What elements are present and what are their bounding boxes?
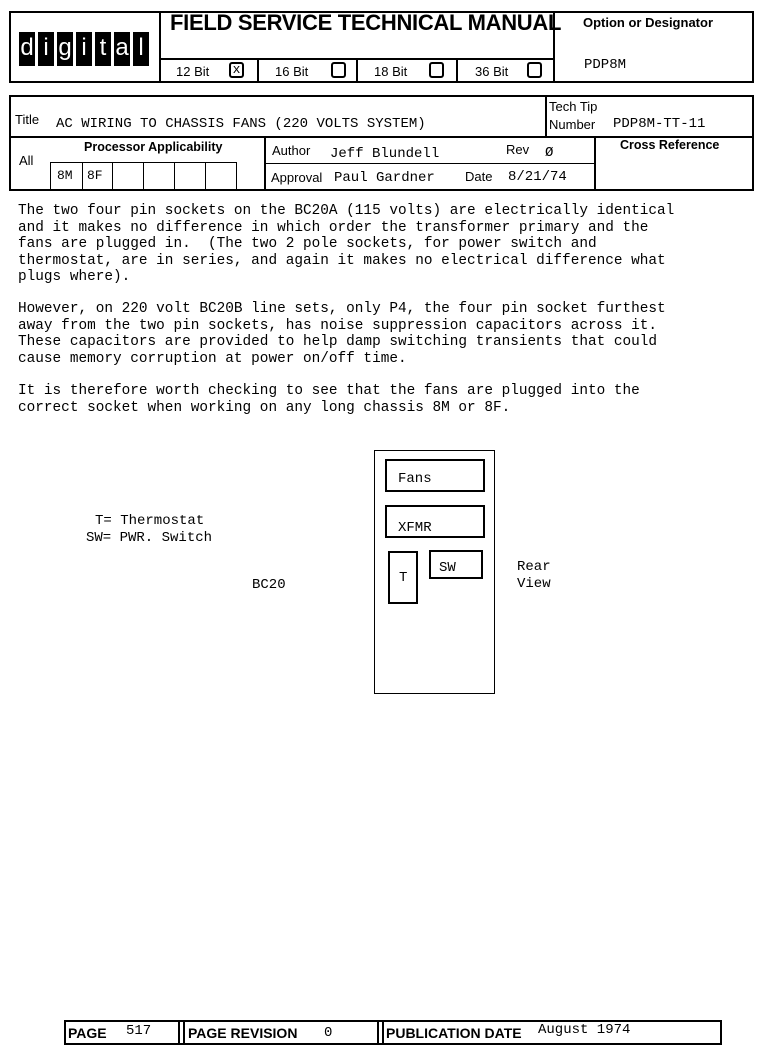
all-label: All bbox=[19, 153, 34, 168]
page-revision-label: PAGE REVISION bbox=[188, 1025, 298, 1041]
approval-value: Paul Gardner bbox=[334, 170, 435, 186]
bit-label-36: 36 Bit bbox=[475, 64, 509, 79]
checkbox-18-bit[interactable] bbox=[429, 62, 444, 78]
text-line: fans are plugged in. (The two 2 pole sockets, for power switch and bbox=[18, 236, 597, 252]
processor-cell-divider bbox=[82, 162, 83, 191]
rev-value: Ø bbox=[545, 145, 554, 161]
techtip-label: Tech Tip bbox=[549, 99, 598, 114]
number-value: PDP8M-TT-11 bbox=[613, 116, 706, 132]
thermostat-label: T bbox=[399, 570, 408, 586]
cross-reference-label: Cross Reference bbox=[620, 138, 720, 152]
checkbox-12-bit[interactable]: x bbox=[229, 62, 244, 78]
text-line: These capacitors are provided to help damp switching transients that could bbox=[18, 334, 658, 350]
rear-label: Rear bbox=[517, 559, 551, 575]
author-value: Jeff Blundell bbox=[330, 146, 440, 162]
unit-label: BC20 bbox=[252, 577, 286, 593]
processor-cell-divider bbox=[205, 162, 206, 191]
footer-divider-1b bbox=[183, 1020, 185, 1045]
text-line: plugs where). bbox=[18, 269, 131, 285]
processor-label: Processor Applicability bbox=[84, 140, 223, 154]
option-label: Option or Designator bbox=[583, 15, 713, 30]
logo-letter: t bbox=[95, 32, 111, 66]
processor-cell-divider bbox=[112, 162, 113, 191]
page-label: PAGE bbox=[68, 1025, 107, 1041]
switch-label: SW bbox=[439, 560, 456, 576]
author-label: Author bbox=[272, 143, 311, 158]
approval-label: Approval bbox=[271, 170, 323, 185]
bit-divider-3 bbox=[456, 58, 458, 83]
digital-logo bbox=[19, 32, 149, 66]
date-value: 8/21/74 bbox=[508, 169, 567, 185]
bit-divider-2 bbox=[356, 58, 358, 83]
number-label: Number bbox=[549, 117, 596, 132]
processor-cell-divider bbox=[236, 162, 237, 191]
logo-letter: g bbox=[57, 32, 73, 66]
title-value: AC WIRING TO CHASSIS FANS (220 VOLTS SYSTEM) bbox=[56, 116, 426, 132]
manual-title: FIELD SERVICE TECHNICAL MANUAL bbox=[170, 10, 562, 35]
text-line: However, on 220 volt BC20B line sets, only P4, the four pin socket furthest bbox=[18, 301, 666, 317]
logo-letter: i bbox=[38, 32, 54, 66]
bit-label-16: 16 Bit bbox=[275, 64, 309, 79]
logo-letter: d bbox=[19, 32, 35, 66]
option-value: PDP8M bbox=[584, 57, 627, 73]
text-line: It is therefore worth checking to see that the fans are plugged into the bbox=[18, 383, 640, 399]
xfmr-label: XFMR bbox=[398, 520, 432, 536]
logo-letter: l bbox=[133, 32, 149, 66]
fans-label: Fans bbox=[398, 471, 432, 487]
rev-label: Rev bbox=[506, 142, 530, 157]
date-label: Date bbox=[465, 169, 493, 184]
footer-divider-1a bbox=[178, 1020, 180, 1045]
processor-8f: 8F bbox=[87, 168, 103, 183]
text-line: and it makes no difference in which order the transformer primary and the bbox=[18, 219, 649, 236]
text-line: The two four pin sockets on the BC20A (115 volts) are electrically identical bbox=[18, 203, 675, 219]
bit-label-12: 12 Bit bbox=[176, 64, 210, 79]
switch-box bbox=[429, 550, 483, 579]
page-value: 517 bbox=[126, 1023, 152, 1039]
paragraph-1 bbox=[18, 203, 762, 286]
processor-cell-divider bbox=[143, 162, 144, 191]
author-row-bottom bbox=[264, 163, 595, 164]
bit-divider-1 bbox=[257, 58, 259, 83]
footer-divider-2a bbox=[377, 1020, 379, 1045]
view-label: View bbox=[517, 576, 551, 592]
text-line: away from the two pin sockets, has noise suppression capacitors across it. bbox=[18, 317, 658, 334]
paragraph-2 bbox=[18, 301, 762, 367]
processor-cell-divider bbox=[174, 162, 175, 191]
bit-label-18: 18 Bit bbox=[374, 64, 408, 79]
title-label: Title bbox=[15, 112, 40, 127]
legend-thermostat: T= Thermostat bbox=[95, 513, 205, 529]
text-line: cause memory corruption at power on/off time. bbox=[18, 350, 407, 367]
processor-cell-divider bbox=[50, 162, 51, 191]
logo-letter: a bbox=[114, 32, 130, 66]
publication-date-label: PUBLICATION DATE bbox=[386, 1025, 522, 1041]
checkbox-16-bit[interactable] bbox=[331, 62, 346, 78]
text-line: thermostat, are in series, and again it makes no electrical difference what bbox=[18, 252, 666, 269]
publication-date-value: August 1974 bbox=[538, 1022, 631, 1038]
title-divider bbox=[545, 95, 547, 137]
legend-power-switch: SW= PWR. Switch bbox=[86, 530, 213, 546]
page-revision-value: 0 bbox=[324, 1025, 333, 1041]
footer-divider-2b bbox=[382, 1020, 384, 1045]
checkbox-36-bit[interactable] bbox=[527, 62, 542, 78]
text-line: correct socket when working on any long chassis 8M or 8F. bbox=[18, 399, 511, 416]
processor-8m: 8M bbox=[57, 168, 73, 183]
header-divider-left bbox=[159, 11, 161, 83]
paragraph-3 bbox=[18, 383, 762, 416]
logo-letter: i bbox=[76, 32, 92, 66]
